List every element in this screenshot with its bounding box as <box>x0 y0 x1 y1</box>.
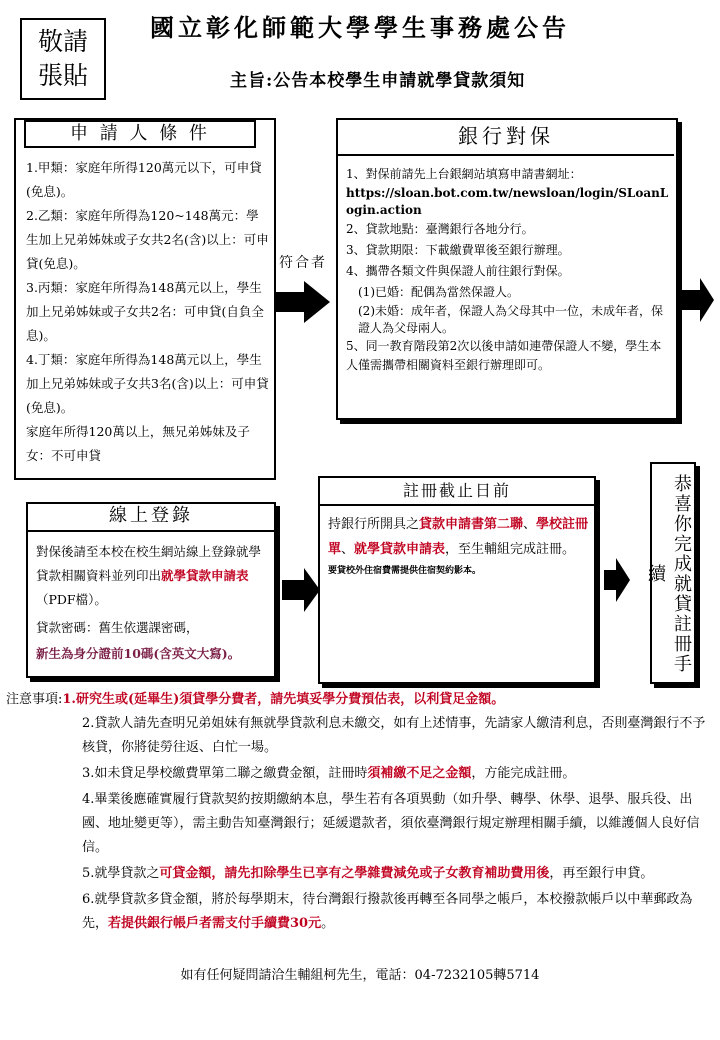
note-1: 1.研究生或(延畢生)須貸學分費者，請先填妥學分費預估表，以利貸足金額。 <box>62 692 505 707</box>
note-5 <box>6 862 712 886</box>
note-2: 2.貸款人請先查明兄弟姐妹有無就學貸款利息未繳交，如有上述情事，先請家人繳清利息，否則臺灣銀行不予核貸，你將徒勞往返、白忙一場。 <box>82 716 706 755</box>
note-3-end: ，方能完成註冊。 <box>471 766 576 781</box>
note-5-text: 5.就學貸款之 <box>82 866 160 881</box>
note-6-text: 6.就學貸款多貸金額，將於每學期末，待台灣銀行撥款後再轉至各同學之帳戶，本校撥款帳戶以中華郵政為先， <box>82 892 693 931</box>
deadline-sep: 、 <box>523 517 537 532</box>
deadline-sep: 、 <box>341 542 355 557</box>
bank-item: (2)未婚：成年者，保證人為父母其中一位，未成年者，保證人為父母兩人。 <box>358 304 664 335</box>
arrow-head-icon <box>304 281 330 323</box>
bank-list <box>346 164 672 375</box>
bank-item: 2、貸款地點：臺灣銀行各地分行。 <box>346 222 534 236</box>
bank-item: 3、貸款期限：下載繳費單後至銀行辦理。 <box>346 243 570 257</box>
congrats-text: 恭喜你完成就貸註冊手續 <box>645 474 692 674</box>
applicant-item: 家庭年所得120萬以上，無兄弟姊妹及子女：不可申貸 <box>26 424 250 463</box>
notes-section <box>6 688 712 936</box>
deadline-doc-3: 就學貸款申請表 <box>354 542 446 557</box>
deadline-text: 持銀行所開具之 <box>328 517 420 532</box>
deadline-doc-2: 學校註冊單 <box>328 517 589 557</box>
applicant-item: 2.乙類：家庭年所得為120~148萬元：學生加上兄弟姊妹或子女共2名(含)以上：可申貸(免息)。 <box>26 208 269 271</box>
note-6-end: 。 <box>321 916 335 931</box>
applicant-heading: 申 請 人 條 件 <box>24 120 256 148</box>
note-3-text: 3.如未貸足學校繳費單第二聯之繳費金額，註冊時 <box>82 766 368 781</box>
note-5-highlight: 可貸金額，請先扣除學生已享有之學雜費減免或子女教育補助費用後 <box>159 866 550 881</box>
stamp-line-2: 張貼 <box>37 61 88 90</box>
bank-heading: 銀行對保 <box>338 120 674 156</box>
online-password: 貸款密碼：舊生依選課密碼， <box>36 620 199 635</box>
online-form-name: 就學貸款申請表 <box>161 568 249 583</box>
deadline-doc-1: 貸款申請書第二聯 <box>419 517 524 532</box>
deadline-note: 要貸校外住宿費需提供住宿契約影本。 <box>328 566 482 576</box>
bank-item: 1、對保前請先上台銀網站填寫申請書網址： <box>346 167 582 181</box>
online-text-end: （PDF檔）。 <box>36 592 107 607</box>
deadline-paragraph <box>328 512 590 562</box>
note-6-highlight: 若提供銀行帳戶者需支付手續費30元 <box>108 916 322 931</box>
post-stamp <box>20 18 106 100</box>
applicant-item: 3.丙類：家庭年所得為148萬元以上，學生加上兄弟姊妹或子女共2名：可申貸(自負全息)。 <box>26 280 264 343</box>
note-3 <box>6 762 712 786</box>
note-3-highlight: 須補繳不足之金額 <box>367 766 472 781</box>
stamp-line-1: 敬請 <box>37 27 88 56</box>
arrow-head-icon <box>616 558 630 602</box>
deadline-heading: 註冊截止日前 <box>320 478 594 506</box>
bank-item: (1)已婚：配偶為當然保證人。 <box>358 285 519 299</box>
deadline-box <box>318 476 596 684</box>
page-subtitle: 主旨:公告本校學生申請就學貸款須知 <box>230 71 526 91</box>
deadline-text-end: ，至生輔組完成註冊。 <box>445 542 576 557</box>
arrow-right-icon <box>282 580 306 600</box>
arrow-right-edge-icon <box>682 290 702 310</box>
applicant-item: 4.丁類：家庭年所得為148萬元以上，學生加上兄弟姊妹或子女共3名(含)以上：可申貸(免息)。 <box>26 352 269 415</box>
qualify-label: 符合者 <box>279 255 327 271</box>
note-5-end: ，再至銀行申貸。 <box>549 866 654 881</box>
online-heading: 線上登錄 <box>28 504 274 532</box>
note-6 <box>6 888 712 936</box>
notes-label: 注意事項: <box>6 692 63 707</box>
contact-info: 如有任何疑問請洽生輔組柯先生，電話：04-7232105轉5714 <box>180 968 540 983</box>
online-new-student: 新生為身分證前10碼(含英文大寫)。 <box>36 646 241 661</box>
bank-url: https://sloan.bot.com.tw/newsloan/login/SLoanLogin.action <box>346 186 669 217</box>
online-paragraph <box>36 540 270 612</box>
note-4: 4.畢業後應確實履行貸款契約按期繳納本息，學生若有各項異動（如升學、轉學、休學、退學、服兵役、出國、地址變更等），需主動告知臺灣銀行；延緩還款者，須依臺灣銀行規定辦理相關手續，以維護個人良好信信。 <box>82 792 700 855</box>
applicant-item: 1.甲類：家庭年所得120萬元以下，可申貸(免息)。 <box>26 160 262 199</box>
applicant-list <box>26 156 270 468</box>
deadline-content <box>328 512 590 578</box>
bank-item: 4、攜帶各類文件與保證人前往銀行對保。 <box>346 264 570 278</box>
bank-item: 5、同一教育階段第2次以後申請如連帶保證人不變，學生本人僅需攜帶相關資料至銀行辦理即可。 <box>346 339 662 372</box>
page-title: 國立彰化師範大學學生事務處公告 <box>150 13 570 42</box>
online-text: 對保後請至本校在校生網站線上登錄就學貸款相關資料並列印出 <box>36 544 262 583</box>
arrow-edge-head-icon <box>700 278 714 322</box>
online-content <box>36 540 270 666</box>
arrow-right-icon <box>276 292 306 312</box>
